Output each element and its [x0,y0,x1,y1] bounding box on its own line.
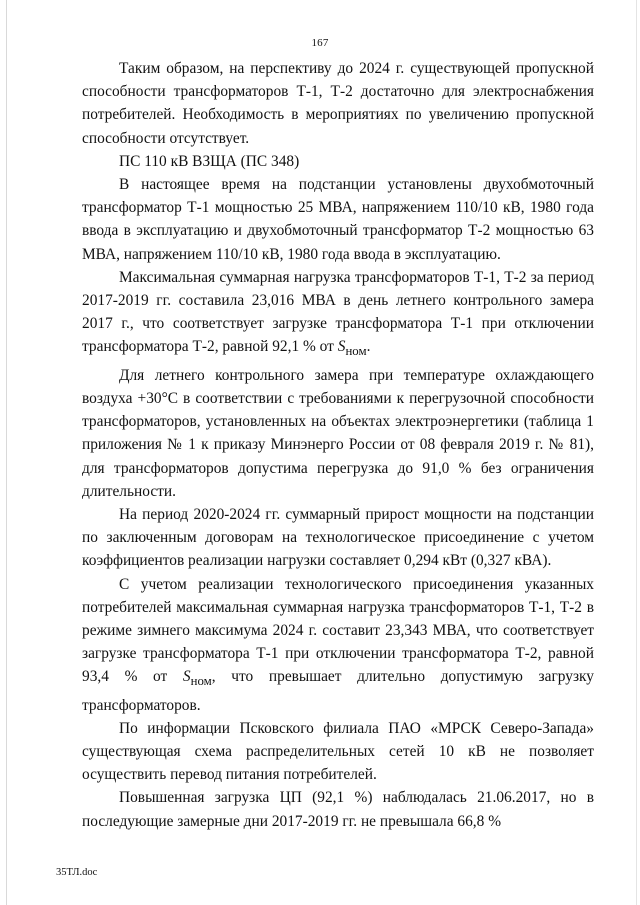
page-number: 167 [311,37,329,49]
s-symbol: S [337,338,346,356]
scan-edge-right [636,0,637,905]
footer-filename: 35ТЛ.doc [56,867,98,878]
paragraph-transformers: В настоящее время на подстанции установлены двухобмоточный трансформатор Т-1 мощностью 25 МВА, напряжением 110/10 кВ, 1980 года ввода в эксплуатацию и двухобмоточный трансформатор Т-2 мощностью 63 МВА, напряжением 110/10 кВ, 1980 года ввода в эксплуатацию. [82,176,594,263]
paragraph-increased-load: Повышенная загрузка ЦП (92,1 %) наблюдалась 21.06.2017, но в последующие замерные дни 2017-2019 гг. не превышала 66,8 % [82,789,594,830]
s-symbol: S [182,668,191,686]
substation-heading: ПС 110 кВ ВЗЩА (ПС 348) [119,152,300,170]
max-load-text: Максимальная суммарная нагрузка трансформаторов Т-1, Т-2 за период 2017-2019 гг. составила 23,016 МВА в день летнего контрольного замера 2017 г., что соответствует загрузке трансформатора Т-1 при отключении трансформатора Т-2, равной 92,1 % от [82,268,594,356]
s-subscript: ном [345,344,367,359]
s-subscript: ном [190,674,212,689]
scan-edge-left [6,0,7,905]
winter-max-text: С учетом реализации технологического присоединения указанных потребителей максимальная суммарная нагрузка трансформаторов Т-1, Т-2 в режиме зимнего максимума 2024 г. составит 23,343 МВА, что соответствует загрузке трансформатора Т-1 при отключении трансформатора Т-2, равной 93,4 % от [82,575,594,686]
winter-max-text-end: , что превышает длительно допустимую загрузку трансформаторов. [82,668,595,714]
paragraph-max-load [82,266,594,364]
paragraph-network-info: По информации Псковского филиала ПАО «МРСК Северо-Запада» существующая схема распределительных сетей 10 кВ не позволяет осуществить перевод питания потребителей. [82,719,594,784]
paragraph-conclusion: Таким образом, на перспективу до 2024 г. существующей пропускной способности трансформаторов Т-1, Т-2 достаточно для электроснабжения потребителей. Необходимость в мероприятиях по увеличению пропускной способности отсутствует. [82,60,594,147]
document-body [82,57,594,833]
paragraph-overload: Для летнего контрольного замера при температуре охлаждающего воздуха +30°С в соответствии с требованиями к перегрузочной способности трансформаторов, установленных на объектах электроэнергетики (таблица 1 приложения № 1 к приказу Минэнерго России от 08 февраля 2019 г. № 81), для трансформаторов допустима перегрузка до 91,0 % без ограничения длительности. [82,366,594,500]
max-load-text-end: . [366,338,371,356]
paragraph-winter-max [82,573,594,717]
paragraph-growth: На период 2020-2024 гг. суммарный прирост мощности на подстанции по заключенным договорам на технологическое присоединение с учетом коэффициентов реализации нагрузки составляет 0,294 кВт (0,327 кВА). [82,505,594,570]
